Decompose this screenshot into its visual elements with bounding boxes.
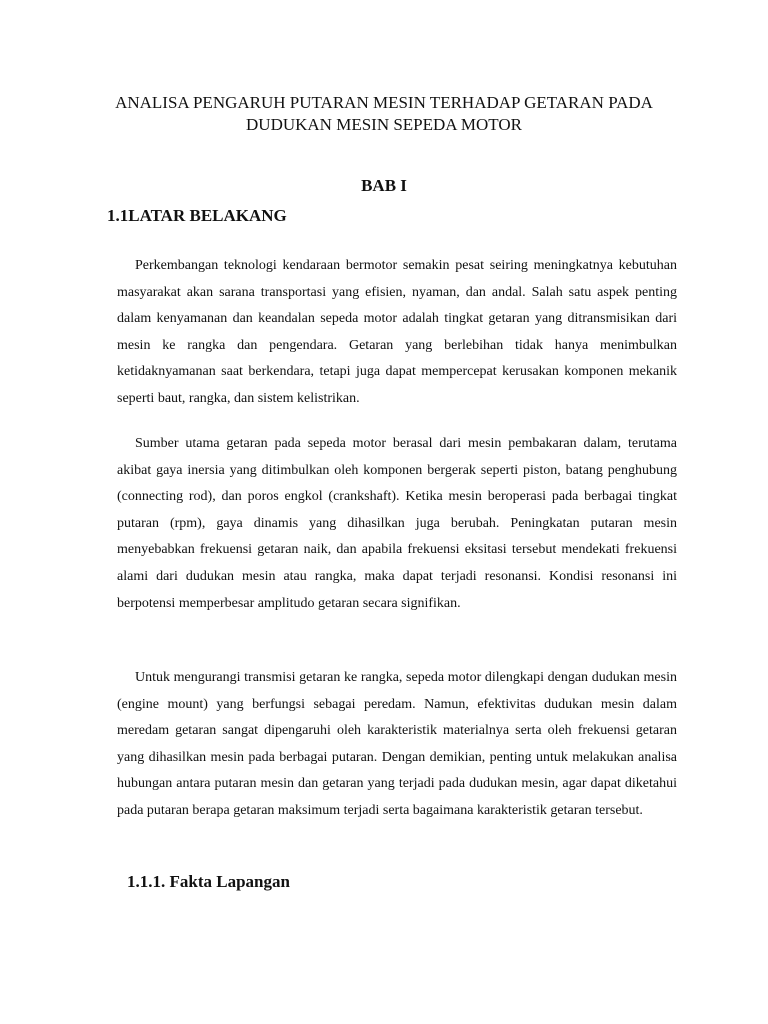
paragraph: Perkembangan teknologi kendaraan bermotor semakin pesat seiring meningkatnya kebutuhan masyarakat akan sarana transportasi yang efisien, nyaman, dan andal. Salah satu aspek penting dalam kenyamanan dan keandalan sepeda motor adalah tingkat getaran yang ditransmisikan dari mesin ke rangka dan pengendara. Getaran yang berlebihan tidak hanya menimbulkan ketidaknyamanan saat berkendara, tetapi juga dapat mempercepat kerusakan komponen mekanik seperti baut, rangka, dan sistem kelistrikan.: [117, 258, 677, 406]
paragraph: Sumber utama getaran pada sepeda motor berasal dari mesin pembakaran dalam, terutama akibat gaya inersia yang ditimbulkan oleh komponen bergerak seperti piston, batang penghubung (connecting rod), dan poros engkol (crankshaft). Ketika mesin beroperasi pada berbagai tingkat putaran (rpm), gaya dinamis yang dihasilkan juga berubah. Peningkatan putaran mesin menyebabkan frekuensi getaran naik, dan apabila frekuensi eksitasi tersebut mendekati frekuensi alami dari dudukan mesin atau rangka, maka dapat terjadi resonansi. Kondisi resonansi ini berpotensi memperbesar amplitudo getaran secara signifikan.: [117, 436, 677, 611]
document-title: ANALISA PENGARUH PUTARAN MESIN TERHADAP GETARAN PADA DUDUKAN MESIN SEPEDA MOTOR: [115, 93, 653, 134]
paragraph: Untuk mengurangi transmisi getaran ke rangka, sepeda motor dilengkapi dengan dudukan mesin (engine mount) yang berfungsi sebagai peredam. Namun, efektivitas dudukan mesin dalam meredam getaran sangat dipengaruhi oleh karakteristik materialnya serta oleh frekuensi getaran yang dihasilkan mesin pada berbagai putaran. Dengan demikian, penting untuk melakukan analisa hubungan antara putaran mesin dan getaran yang terjadi pada dudukan mesin, agar dapat diketahui pada putaran berapa getaran maksimum terjadi serta bagaimana karakteristik getaran tersebut.: [117, 670, 677, 818]
chapter-heading: BAB I: [361, 176, 407, 195]
subsection-heading: 1.1.1. Fakta Lapangan: [127, 872, 290, 891]
section-heading: 1.1LATAR BELAKANG: [107, 206, 287, 225]
